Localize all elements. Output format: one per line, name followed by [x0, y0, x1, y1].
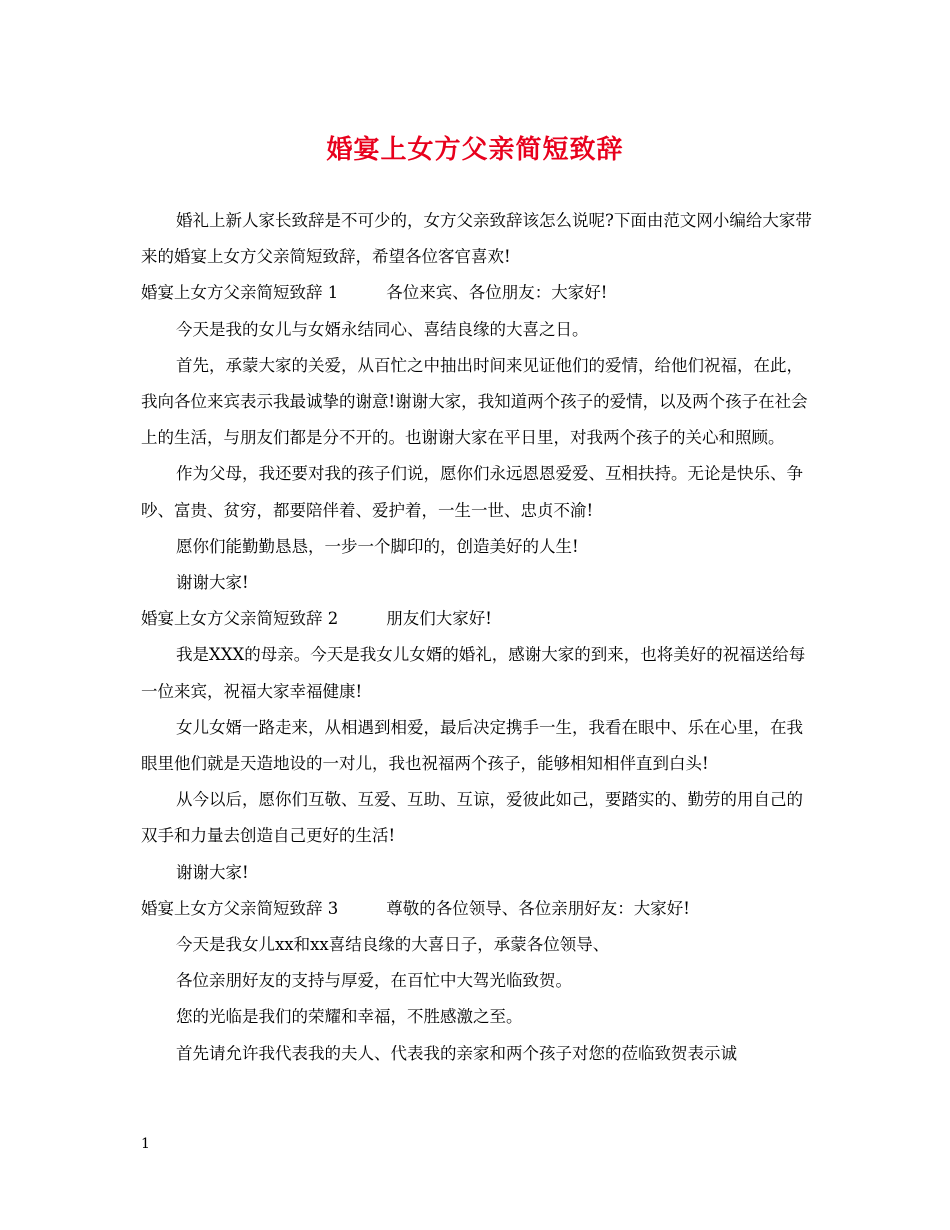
speech-2-paragraph: 我是XXX的母亲。今天是我女儿女婿的婚礼，感谢大家的到来，也将美好的祝福送给每一位来宾，祝福大家幸福健康!	[141, 645, 806, 701]
speech-2-heading: 婚宴上女方父亲简短致辞 2	[141, 609, 339, 629]
speech-2-paragraph: 谢谢大家!	[176, 862, 249, 882]
speech-1-paragraph: 谢谢大家!	[176, 573, 249, 593]
speech-2-paragraph: 从今以后，愿你们互敬、互爱、互助、互谅，爱彼此如己，要踏实的、勤劳的用自己的双手和力量去创造自己更好的生活!	[141, 790, 803, 846]
speech-3-paragraph: 首先请允许我代表我的夫人、代表我的亲家和两个孩子对您的莅临致贺表示诚	[176, 1043, 737, 1063]
speech-1-paragraph: 愿你们能勤勤恳恳，一步一个脚印的，创造美好的人生!	[176, 536, 579, 556]
intro-paragraph: 婚礼上新人家长致辞是不可少的，女方父亲致辞该怎么说呢?下面由范文网小编给大家带来的婚宴上女方父亲简短致辞，希望各位客官喜欢!	[141, 211, 812, 267]
speech-3-paragraph: 各位亲朋好友的支持与厚爱，在百忙中大驾光临致贺。	[176, 971, 572, 991]
speech-2-greeting: 朋友们大家好!	[386, 609, 492, 629]
speech-1-paragraph: 首先，承蒙大家的关爱，从百忙之中抽出时间来见证他们的爱情，给他们祝福，在此，我向各位来宾表示我最诚挚的谢意!谢谢大家，我知道两个孩子的爱情，以及两个孩子在社会上的生活，与朋友们都是分不开的。也谢谢大家在平日里，对我两个孩子的关心和照顾。	[141, 355, 808, 448]
speech-2-paragraph: 女儿女婿一路走来，从相遇到相爱，最后决定携手一生，我看在眼中、乐在心里，在我眼里他们就是天造地设的一对儿，我也祝福两个孩子，能够相知相伴直到白头!	[141, 717, 803, 774]
speech-2-heading-line	[141, 601, 813, 637]
speech-1-greeting: 各位来宾、各位朋友：大家好!	[386, 283, 608, 303]
speech-1-heading: 婚宴上女方父亲简短致辞 1	[141, 283, 339, 303]
document-title: 婚宴上女方父亲简短致辞	[326, 135, 624, 165]
speech-3-heading: 婚宴上女方父亲简短致辞 3	[141, 898, 339, 918]
speech-3-paragraph: 今天是我女儿xx和xx喜结良缘的大喜日子，承蒙各位领导、	[176, 935, 610, 955]
document-body	[141, 203, 813, 1072]
speech-3-heading-line	[141, 891, 813, 927]
page-number: 1	[141, 1136, 150, 1152]
speech-1-paragraph: 今天是我的女儿与女婿永结同心、喜结良缘的大喜之日。	[176, 319, 589, 339]
speech-1-heading-line	[141, 275, 813, 311]
speech-3-paragraph: 您的光临是我们的荣耀和幸福，不胜感激之至。	[176, 1007, 523, 1027]
speech-3-greeting: 尊敬的各位领导、各位亲朋好友：大家好!	[386, 898, 690, 918]
speech-1-paragraph: 作为父母，我还要对我的孩子们说，愿你们永远恩恩爱爱、互相扶持。无论是快乐、争吵、富贵、贫穷，都要陪伴着、爱护着，一生一世、忠贞不渝!	[141, 464, 803, 520]
